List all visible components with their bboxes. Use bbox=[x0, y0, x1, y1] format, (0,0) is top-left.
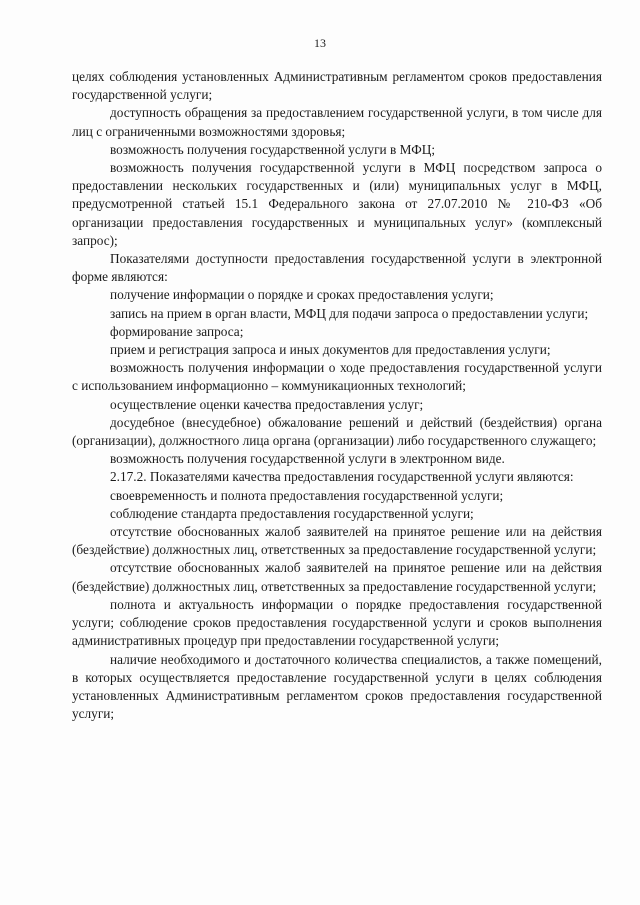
paragraph-accessibility: доступность обращения за предоставлением государственной услуги, в том числе для лиц с ограниченными возможностями здоровья; bbox=[72, 105, 602, 139]
paragraph-progress-info: возможность получения информации о ходе предоставления государственной услуги с использованием информационно – коммуникационных технологий; bbox=[72, 360, 602, 394]
paragraph-info-receipt: получение информации о порядке и сроках предоставления услуги; bbox=[110, 287, 494, 303]
paragraph-staff-premises: наличие необходимого и достаточного количества специалистов, а также помещений, в которых осуществляется предоставление государственной услуги в целях соблюдения установленных Административным регламентом сроков предоставления государственной услуги; bbox=[72, 651, 602, 722]
paragraph-quality-assessment: осуществление оценки качества предоставления услуг; bbox=[110, 396, 424, 412]
page-number: 13 bbox=[314, 36, 326, 50]
paragraph-no-complaints-1: отсутствие обоснованных жалоб заявителей на принятое решение или на действия (бездействие) должностных лиц, ответственных за предоставление государственной услуги; bbox=[72, 524, 602, 558]
paragraph-timeliness: своевременность и полнота предоставления государственной услуги; bbox=[110, 487, 504, 503]
document-body bbox=[72, 68, 602, 723]
paragraph-electronic-indicators-heading: Показателями доступности предоставления государственной услуги в электронной форме являются: bbox=[72, 251, 602, 285]
paragraph-complex-request: возможность получения государственной услуги в МФЦ посредством запроса о предоставлении нескольких государственных и (или) муниципальных услуг в МФЦ, предусмотренной статьей 15.1 Федерального закона от 27.07.2010 № 210-ФЗ «Об организации предоставления государственных и муниципальных услуг» (комплексный запрос); bbox=[72, 160, 602, 248]
paragraph-continuation: целях соблюдения установленных Административным регламентом сроков предоставления государственной услуги; bbox=[72, 69, 602, 103]
paragraph-section-2-17-2: 2.17.2. Показателями качества предоставления государственной услуги являются: bbox=[110, 469, 574, 485]
paragraph-information-completeness: полнота и актуальность информации о порядке предоставления государственной услуги; соблюдение сроков предоставления государственной услуги и сроков выполнения административных процедур при предоставлении государственной услуги; bbox=[72, 596, 602, 649]
paragraph-electronic-service: возможность получения государственной услуги в электронном виде. bbox=[110, 451, 505, 467]
paragraph-request-forming: формирование запроса; bbox=[110, 323, 244, 339]
paragraph-standard-compliance: соблюдение стандарта предоставления государственной услуги; bbox=[110, 505, 474, 521]
paragraph-appeal: досудебное (внесудебное) обжалование решений и действий (бездействия) органа (организации), должностного лица органа (организации) либо государственного служащего; bbox=[72, 414, 602, 449]
paragraph-mfc-service: возможность получения государственной услуги в МФЦ; bbox=[110, 141, 436, 157]
paragraph-request-registration: прием и регистрация запроса и иных документов для предоставления услуги; bbox=[110, 342, 551, 358]
paragraph-appointment: запись на прием в орган власти, МФЦ для подачи запроса о предоставлении услуги; bbox=[110, 305, 589, 321]
paragraph-no-complaints-2: отсутствие обоснованных жалоб заявителей на принятое решение или на действия (бездействие) должностных лиц, ответственных за предоставление государственной услуги; bbox=[72, 560, 602, 594]
